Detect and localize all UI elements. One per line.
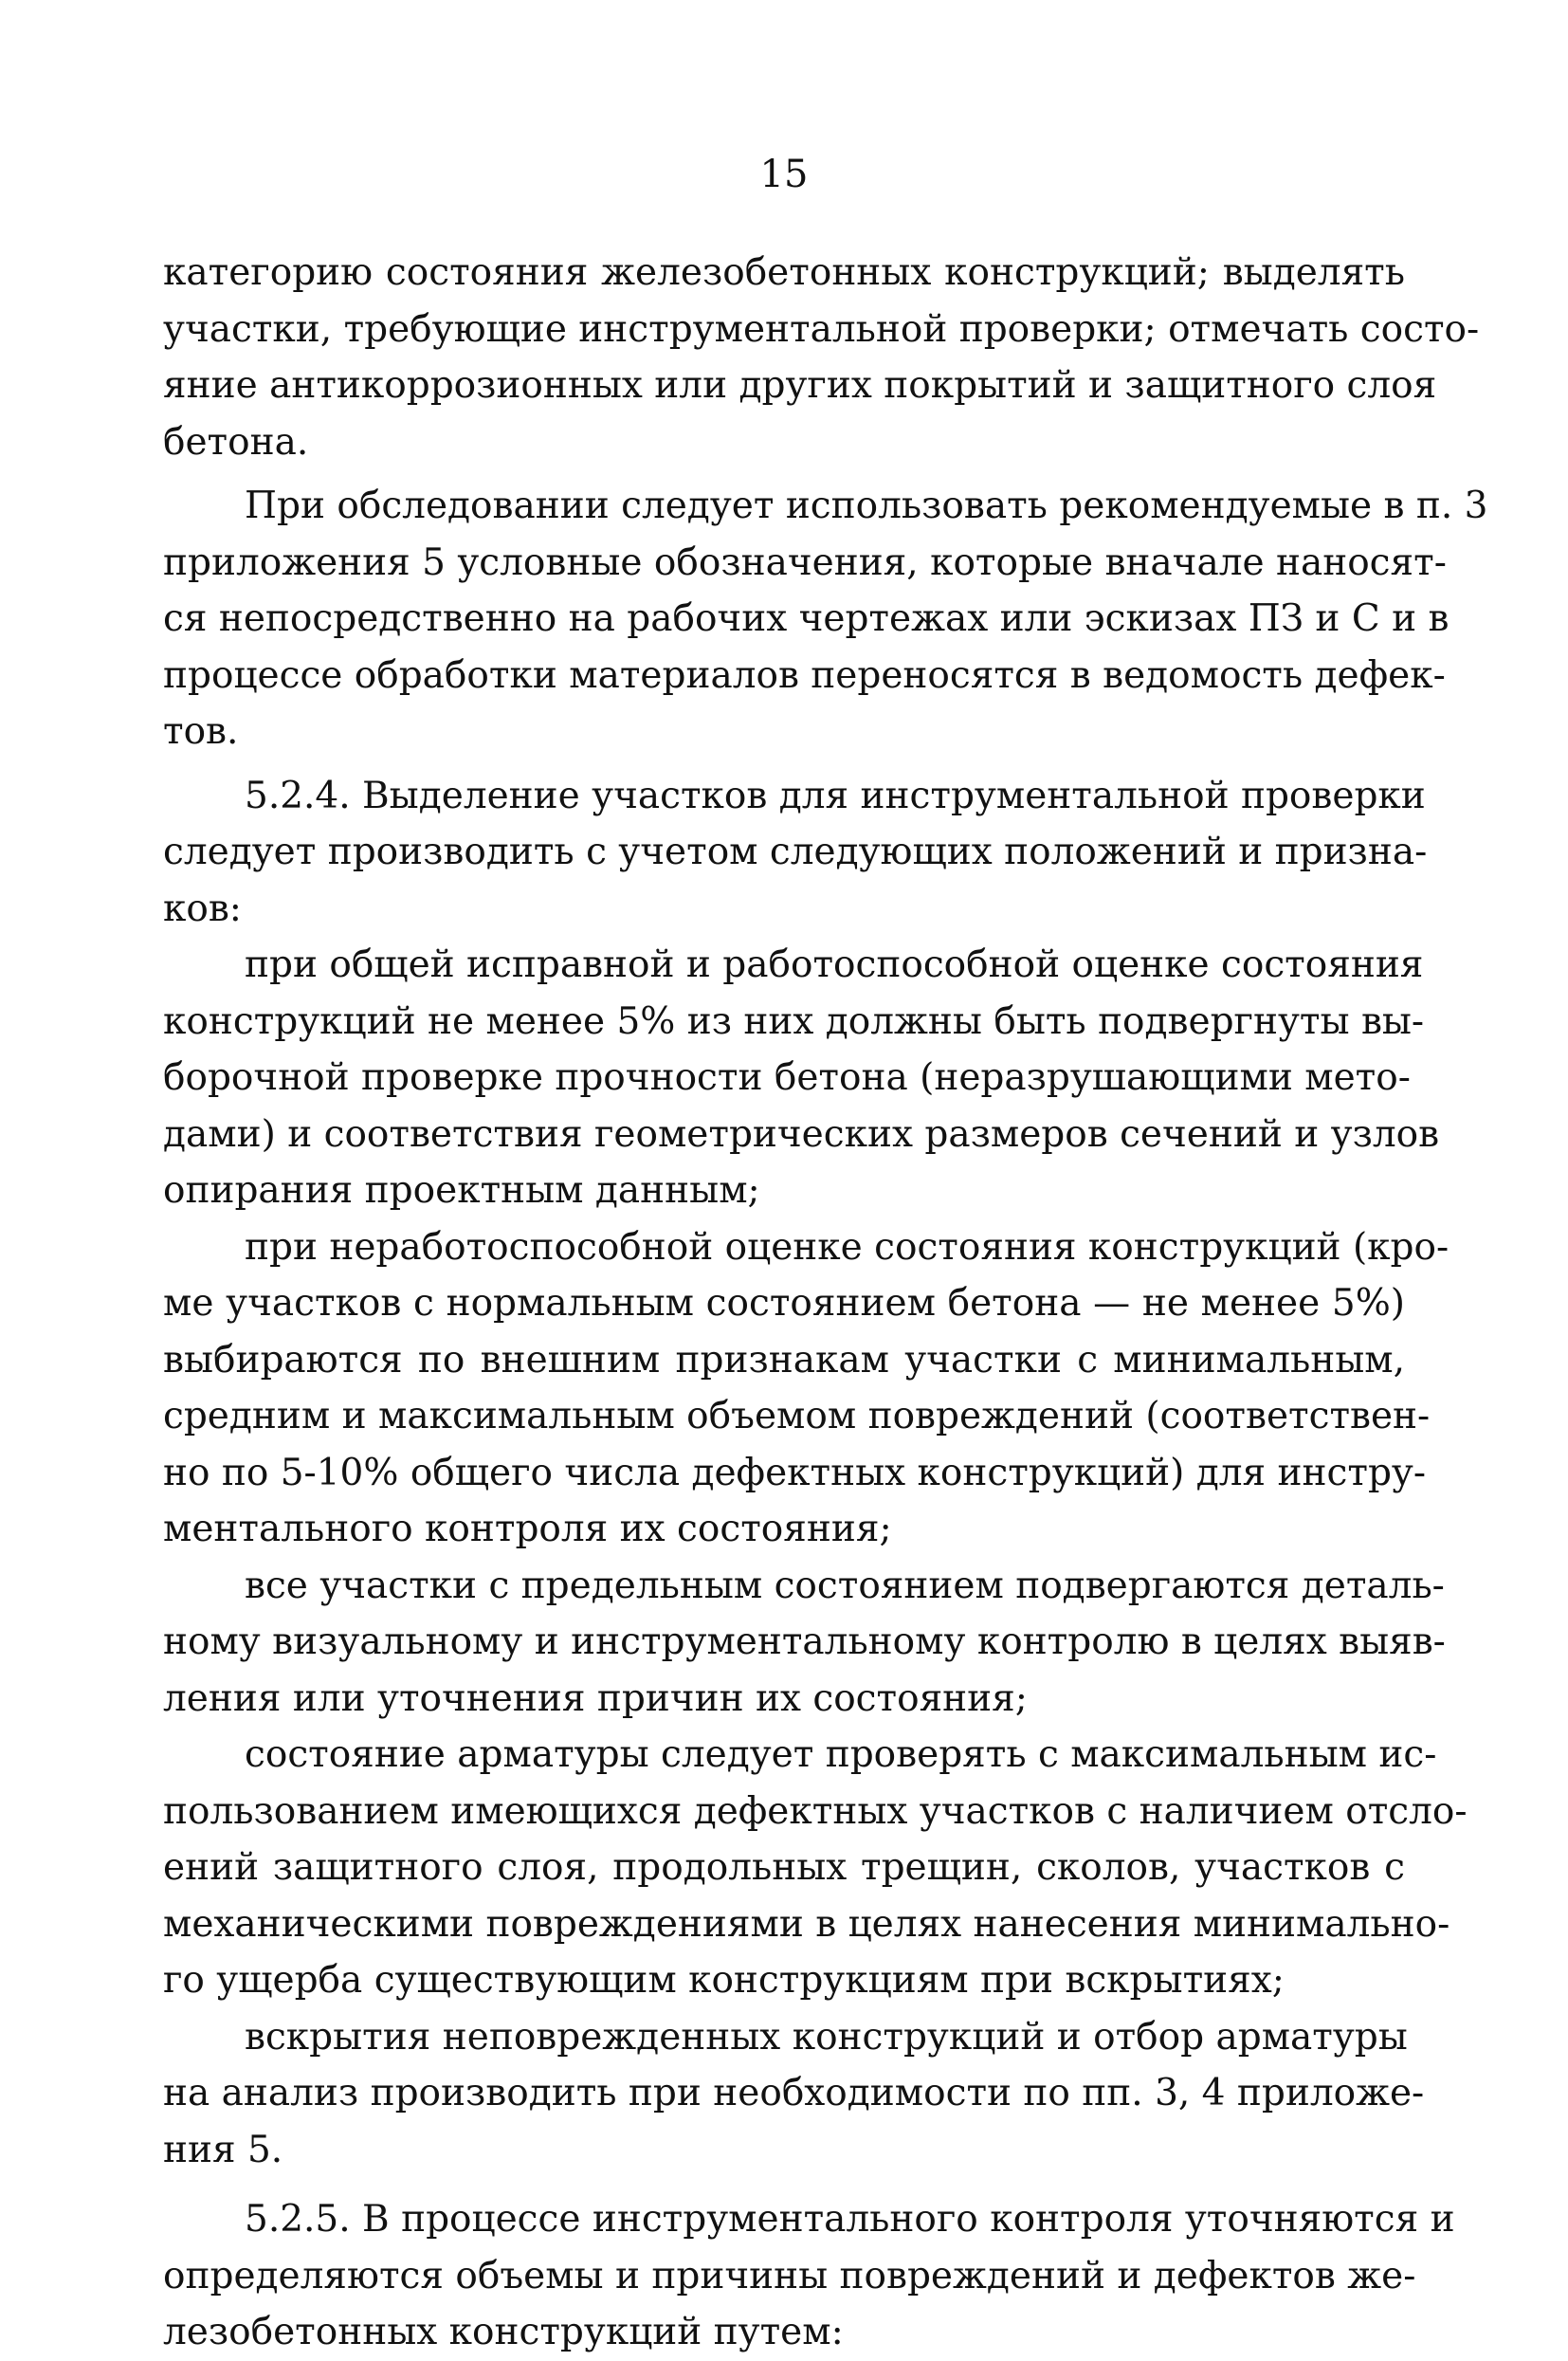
text-line: определяются объемы и причины повреждений и дефектов же-	[163, 2254, 1416, 2297]
text-line: средним и максимальным объемом повреждений (соответствен-	[163, 1395, 1431, 1437]
text-line: ме участков с нормальным состоянием бетона — не менее 5%)	[163, 1282, 1405, 1325]
text-line: опирания проектным данным;	[163, 1169, 760, 1212]
text-line: механическими повреждениями в целях нанесения минимально-	[163, 1902, 1450, 1946]
section-5-2-4	[163, 768, 1428, 938]
text-line: конструкций не менее 5% из них должны быть подвергнуты вы-	[163, 999, 1425, 1043]
text-line: яние антикоррозионных или других покрытий и защитного слоя	[163, 364, 1437, 407]
text-line: пользованием имеющихся дефектных участков с наличием отсло-	[163, 1789, 1468, 1833]
text-line: ления или уточнения причин их состояния;	[163, 1676, 1028, 1720]
text-line: все участки с предельным состоянием подвергаются деталь-	[245, 1564, 1445, 1607]
text-line: го ущерба существующим конструкциям при вскрытиях;	[163, 1959, 1285, 2002]
text-line: участки, требующие инструментальной проверки; отмечать состо-	[163, 307, 1480, 351]
text-line: ментального контроля их состояния;	[163, 1508, 892, 1550]
text-line: процессе обработки материалов переносятся в ведомость дефек-	[163, 653, 1446, 697]
text-line: при общей исправной и работоспособной оценке состояния	[245, 943, 1424, 986]
text-line: ений защитного слоя, продольных трещин, сколов, участков с	[163, 1846, 1405, 1889]
text-line: борочной проверке прочности бетона (неразрушающими мето-	[163, 1056, 1411, 1099]
text-line: состояние арматуры следует проверять с максимальным ис-	[245, 1733, 1437, 1776]
text-line: на анализ производить при необходимости по пп. 3, 4 приложе-	[163, 2072, 1425, 2114]
text-line: бетона.	[163, 420, 309, 464]
page-number: 15	[759, 153, 809, 196]
text-line: вскрытия неповрежденных конструкций и отбор арматуры	[245, 2015, 1408, 2059]
text-line: приложения 5 условные обозначения, которые вначале наносят-	[163, 540, 1447, 584]
text-line: ся непосредственно на рабочих чертежах или эскизах ПЗ и С и в	[163, 597, 1449, 640]
text-line: следует производить с учетом следующих положений и призна-	[163, 831, 1428, 873]
text-line: дами) и соответствия геометрических размеров сечений и узлов	[163, 1112, 1440, 1156]
text-line: но по 5-10% общего числа дефектных конструкций) для инстру-	[163, 1451, 1427, 1494]
text-line: тов.	[163, 710, 239, 753]
text-line: При обследовании следует использовать рекомендуемые в п. 3	[245, 485, 1488, 527]
paragraph	[163, 937, 1440, 1219]
text-line: 5.2.5. В процессе инструментального контроля уточняются и	[245, 2198, 1455, 2241]
paragraph	[163, 478, 1488, 760]
text-line: лезобетонных конструкций путем:	[163, 2311, 844, 2353]
paragraph	[163, 245, 1480, 470]
paragraph	[163, 1727, 1468, 2009]
paragraph	[163, 1558, 1446, 1728]
paragraph	[163, 1219, 1449, 1558]
text-line: ков:	[163, 887, 242, 930]
text-line: 5.2.4. Выделение участков для инструментальной проверки	[245, 774, 1426, 817]
section-5-2-5	[163, 2191, 1455, 2361]
text-line: ния 5.	[163, 2128, 283, 2171]
paragraph	[163, 2009, 1425, 2179]
text-line: ному визуальному и инструментальному контролю в целях выяв-	[163, 1620, 1446, 1663]
text-line: категорию состояния железобетонных конструкций; выделять	[163, 251, 1405, 294]
text-line: выбираются по внешним признакам участки с минимальным,	[163, 1338, 1405, 1382]
page-body	[163, 245, 1488, 2361]
text-line: при неработоспособной оценке состояния конструкций (кро-	[245, 1225, 1449, 1269]
